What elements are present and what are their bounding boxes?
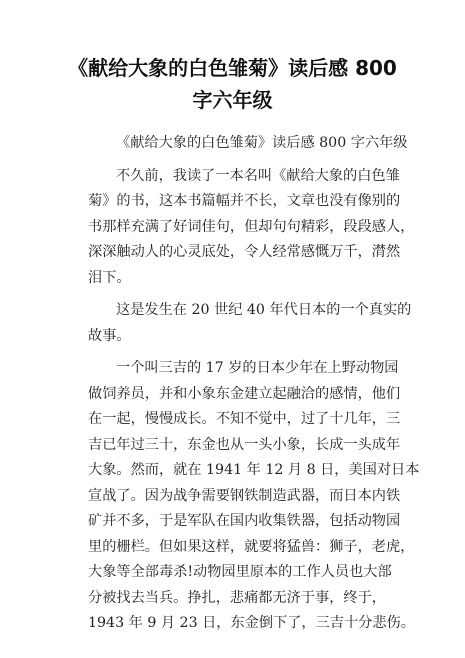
text-line: 《献给大象的白色雏菊》读后感 800 字六年级	[116, 135, 408, 151]
text-line: 大象。然而，就在 1941 年 12 月 8 日，美国对日本	[88, 462, 420, 478]
paragraph-heading-repeat	[88, 131, 408, 157]
text-line: 菊》的书，这本书篇幅并不长，文章也没有像别的	[88, 193, 401, 209]
paragraph-intro	[88, 164, 415, 292]
paragraph-story	[88, 356, 420, 637]
document-title	[0, 52, 465, 116]
text-line: 1943 年 9 月 23 日，东金倒下了，三吉十分悲伤。	[88, 615, 415, 631]
text-line: 书那样充满了好词佳句，但却句句精彩，段段感人，	[88, 218, 415, 235]
title-line-1: 《献给大象的白色雏菊》读后感 800	[68, 56, 397, 80]
text-line: 不久前，我读了一本名叫《献给大象的白色雏	[116, 167, 400, 184]
text-line: 深深触动人的心灵底处，令人经常感慨万千，潸然	[88, 244, 401, 260]
text-line: 宣战了。因为战争需要钢铁制造武器，而日本内铁	[88, 487, 401, 504]
text-line: 在一起，慢慢成长。不知不觉中，过了十几年，三	[88, 411, 401, 427]
text-line: 大象等全部毒杀!动物园里原本的工作人员也大部	[88, 564, 392, 580]
text-line: 做饲养员，并和小象东金建立起融洽的感情，他们	[88, 385, 401, 402]
text-line: 泪下。	[88, 269, 131, 286]
text-line: 这是发生在 20 世纪 40 年代日本的一个真实的	[116, 302, 412, 318]
text-line: 一个叫三吉的 17 岁的日本少年在上野动物园	[116, 360, 399, 376]
paragraph-background	[88, 298, 412, 349]
title-line-2: 字六年级	[192, 88, 273, 112]
document-body	[88, 131, 420, 644]
text-line: 矿并不多，于是军队在国内收集铁器，包括动物园	[88, 513, 401, 529]
text-line: 分被找去当兵。挣扎，悲痛都无济于事，终于，	[88, 589, 386, 606]
text-line: 里的栅栏。但如果这样，就要将猛兽：狮子，老虎，	[88, 538, 415, 555]
text-line: 故事。	[88, 327, 131, 344]
text-line: 吉已年过三十，东金也从一头小象，长成一头成年	[88, 436, 401, 453]
